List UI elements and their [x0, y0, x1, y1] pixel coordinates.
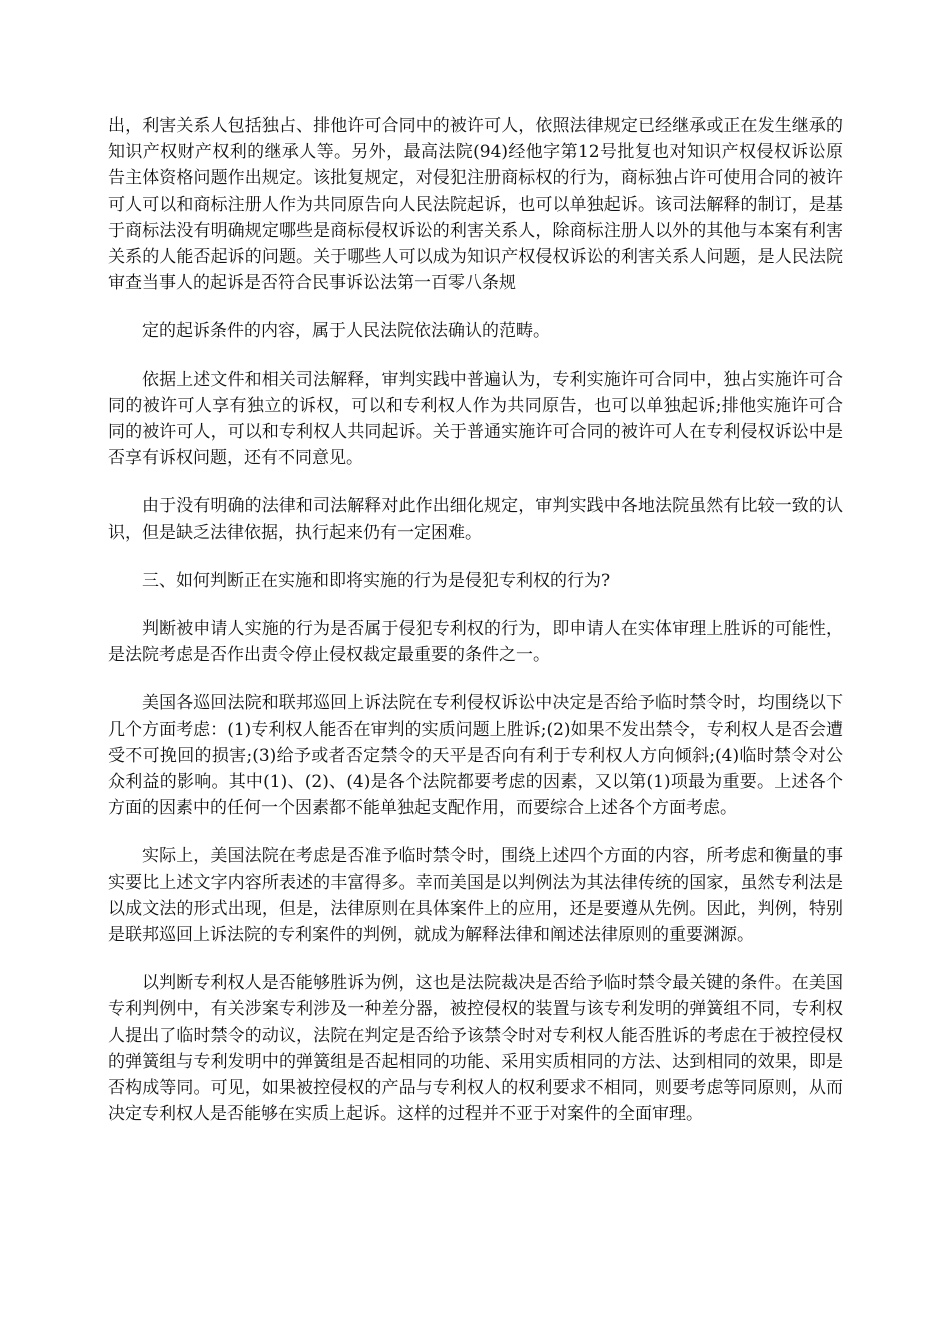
- paragraph: 以判断专利权人是否能够胜诉为例，这也是法院裁决是否给予临时禁令最关键的条件。在美国专利判例中，有关涉案专利涉及一种差分器，被控侵权的装置与该专利发明的弹簧组不同，专利权人提出了临时禁令的动议，法院在判定是否给予该禁令时对专利权人能否胜诉的考虑在于被控侵权的弹簧组与专利发明中的弹簧组是否起相同的功能、采用实质相同的方法、达到相同的效果，即是否构成等同。可见，如果被控侵权的产品与专利权人的权利要求不相同，则要考虑等同原则，从而决定专利权人是否能够在实质上起诉。这样的过程并不亚于对案件的全面审理。: [108, 973, 843, 1125]
- paragraph-continuation: 出，利害关系人包括独占、排他许可合同中的被许可人，依照法律规定已经继承或正在发生继承的知识产权财产权利的继承人等。另外，最高法院(94)经他字第12号批复也对知识产权侵权诉讼原告主体资格问题作出规定。该批复规定，对侵犯注册商标权的行为，商标独占许可使用合同的被许可人可以和商标注册人作为共同原告向人民法院起诉，也可以单独起诉。该司法解释的制订，是基于商标法没有明确规定哪些是商标侵权诉讼的利害关系人，除商标注册人以外的其他与本案有利害关系的人能否起诉的问题。关于哪些人可以成为知识产权侵权诉讼的利害关系人问题，是人民法院审查当事人的起诉是否符合民事诉讼法第一百零八条规: [108, 116, 843, 294]
- paragraph: 由于没有明确的法律和司法解释对此作出细化规定，审判实践中各地法院虽然有比较一致的认识，但是缺乏法律依据，执行起来仍有一定困难。: [108, 496, 843, 543]
- section-heading: 三、如何判断正在实施和即将实施的行为是侵犯专利权的行为?: [142, 570, 611, 591]
- paragraph: 美国各巡回法院和联邦巡回上诉法院在专利侵权诉讼中决定是否给予临时禁令时，均围绕以下几个方面考虑：(1)专利权人能否在审判的实质问题上胜诉;(2)如果不发出禁令，专利权人是否会遭受不可挽回的损害;(3)给予或者否定禁令的天平是否向有利于专利权人方向倾斜;(4)临时禁令对公众利益的影响。其中(1)、(2)、(4)是各个法院都要考虑的因素，又以第(1)项最为重要。上述各个方面的因素中的任何一个因素都不能单独起支配作用，而要综合上述各个方面考虑。: [108, 693, 843, 819]
- paragraph: 依据上述文件和相关司法解释，审判实践中普遍认为，专利实施许可合同中，独占实施许可合同的被许可人享有独立的诉权，可以和专利权人作为共同原告，也可以单独起诉;排他实施许可合同的被许可人，可以和专利权人共同起诉。关于普通实施许可合同的被许可人在专利侵权诉讼中是否享有诉权问题，还有不同意见。: [108, 369, 843, 469]
- paragraph: 定的起诉条件的内容，属于人民法院依法确认的范畴。: [142, 321, 550, 342]
- paragraph: 判断被申请人实施的行为是否属于侵犯专利权的行为，即申请人在实体审理上胜诉的可能性，是法院考虑是否作出责令停止侵权裁定最重要的条件之一。: [108, 619, 843, 666]
- document-body: [108, 113, 843, 1150]
- paragraph: 实际上，美国法院在考虑是否准予临时禁令时，围绕上述四个方面的内容，所考虑和衡量的事实要比上述文字内容所表述的丰富得多。幸而美国是以判例法为其法律传统的国家，虽然专利法是以成文法的形式出现，但是，法律原则在具体案件上的应用，还是要遵从先例。因此，判例，特别是联邦巡回上诉法院的专利案件的判例，就成为解释法律和阐述法律原则的重要渊源。: [108, 846, 843, 946]
